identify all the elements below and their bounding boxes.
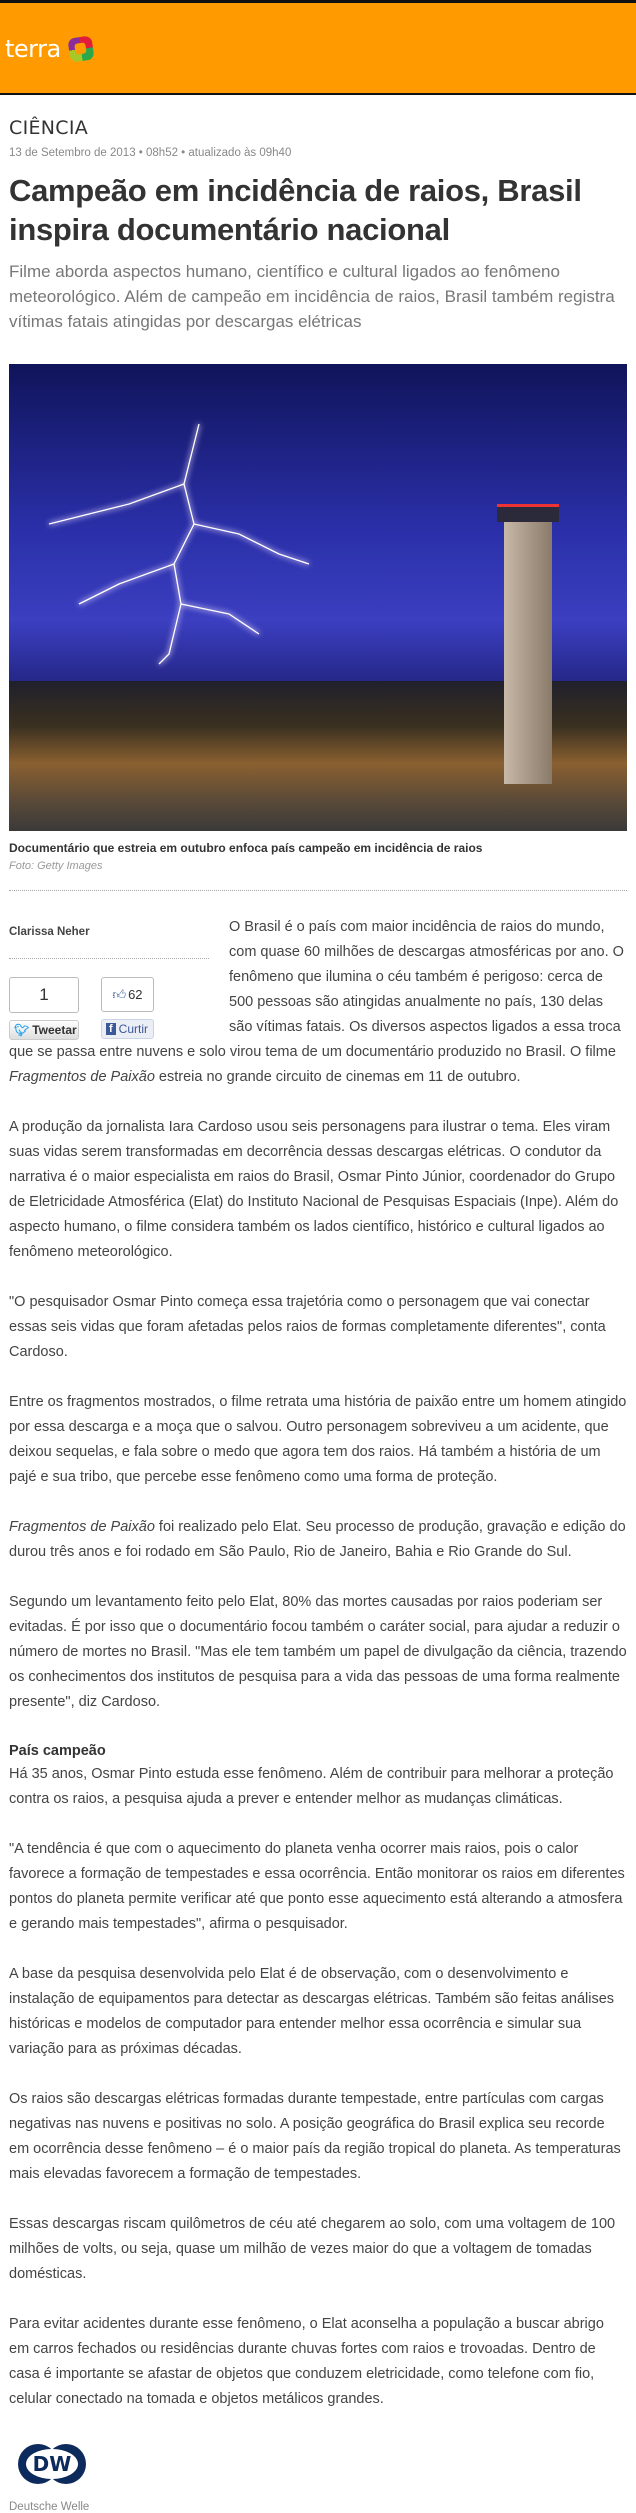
- paragraph: Segundo um levantamento feito pelo Elat, 80% das mortes causadas por raios poderiam ser evitadas. É por isso que o documentário focou também o caráter social, para ajudar a reduzir o número de mortes no Brasil. "Mas ele tem também um papel de divulgação da ciência, trazendo os conhecimentos dos institutos de pesquisa para a vida das pessoas de uma forma realmente presente", diz Cardoso.: [9, 1594, 627, 1710]
- source-name: Deutsche Welle: [9, 2501, 90, 2513]
- divider: [9, 958, 209, 959]
- site-header: [0, 0, 636, 95]
- paragraph: Os raios são descargas elétricas formadas durante tempestade, entre partículas com cargas negativas nas nuvens e positivas no solo. A posição geográfica do Brasil explica seu recorde em ocorrência desse fenômeno – é o maior país da região tropical do planeta. As temperaturas mais elevadas favorecem a formação de tempestades.: [9, 2091, 621, 2182]
- like-label: Curtir: [118, 1022, 149, 1036]
- like-button[interactable]: [101, 1019, 154, 1039]
- dw-logo[interactable]: [9, 2435, 95, 2493]
- publish-date: 13 de Setembro de 2013 • 08h52 • atualizado às 09h40: [9, 147, 292, 159]
- tower-cab: [497, 504, 559, 522]
- article-photo: [9, 364, 627, 831]
- article-sidebar: [9, 913, 209, 1040]
- article-body: [9, 913, 627, 2513]
- control-tower: [504, 514, 552, 784]
- page-title: Campeão em incidência de raios, Brasil inspira documentário nacional: [9, 173, 582, 247]
- twitter-icon: 🐦︎: [14, 1023, 30, 1037]
- svg-text:DW: DW: [32, 2452, 72, 2476]
- paragraph: "A tendência é que com o aquecimento do planeta venha ocorrer mais raios, pois o calor favorece a formação de tempestades e essa ocorrência. Então monitorar os raios em diferentes pontos do planeta permite verificar até que ponto esse aquecimento está alterando a atmosfera e gerando mais tempestades", afirma o pesquisador.: [9, 1841, 625, 1932]
- dw-logo-icon: [17, 2439, 87, 2489]
- author-name: Clarissa Neher: [9, 926, 90, 938]
- tweet-button[interactable]: [9, 1020, 79, 1040]
- photo-credit: Foto: Getty Images: [9, 860, 103, 872]
- paragraph: Para evitar acidentes durante esse fenômeno, o Elat aconselha a população a buscar abrigo em carros fechados ou residências durante chuvas fortes com raios e trovoadas. Dentro de casa é importante se afastar de objetos que conduzem eletricidade, como telefone com fio, celular conectado na tomada e objetos metálicos grandes.: [9, 2316, 604, 2407]
- paragraph: A base da pesquisa desenvolvida pelo Elat é de observação, com o desenvolvimento e instalação de equipamentos para detectar as descargas elétricas. Também são feitas análises históricas e modelos de computador para entender melhor essa ocorrência e simular sua variação para as próximas décadas.: [9, 1966, 615, 2057]
- paragraph: O Brasil é o país com maior incidência de raios do mundo, com quase 60 milhões de descargas atmosféricas por ano. O fenômeno que ilumina o céu também é perigoso: cerca de 500 pessoas são atingidas anualmente no país, 130 delas são vítimas fatais. Os diversos aspectos ligados a essa troca que se passa entre nuvens e solo virou tema de um documentário produzido no Brasil. O filme Fragmentos de Paixão estreia no grande circuito de cinemas em 11 de outubro.: [9, 919, 624, 1085]
- paragraph: Fragmentos de Paixão foi realizado pelo Elat. Seu processo de produção, gravação e edição do durou três anos e foi rodado em São Paulo, Rio de Janeiro, Bahia e Rio Grande do Sul.: [9, 1519, 626, 1560]
- tweet-label: Tweetar: [32, 1023, 77, 1037]
- like-count-value: 62: [128, 987, 143, 1002]
- logo-text: terra: [5, 35, 61, 63]
- paragraph: "O pesquisador Osmar Pinto começa essa trajetória como o personagem que vai conectar essas seis vidas que foram afetadas pelos raios de formas completamente diferentes", conta Cardoso.: [9, 1294, 606, 1360]
- facebook-icon: f: [106, 1023, 116, 1035]
- section-label[interactable]: CIÊNCIA: [9, 117, 89, 139]
- paragraph: A produção da jornalista Iara Cardoso usou seis personagens para ilustrar o tema. Eles viram suas vidas serem transformadas em decorrência dessas descargas elétricas. O condutor da narrativa é o maior especialista em raios do Brasil, Osmar Pinto Júnior, coordenador do Grupo de Eletricidade Atmosférica (Elat) do Instituto Nacional de Pesquisas Espaciais (Inpe). Além do aspecto humano, o filme considera também os lados científico, histórico e cultural ligados ao fenômeno meteorológico.: [9, 1119, 619, 1260]
- article: [0, 117, 636, 2513]
- photo-caption: Documentário que estreia em outubro enfoca país campeão em incidência de raios: [9, 841, 483, 855]
- article-subtitle: Filme aborda aspectos humano, científico e cultural ligados ao fenômeno meteorológico. Além de campeão em incidência de raios, Brasil também registra vítimas fatais atingidas por descargas elétricas: [9, 262, 615, 331]
- subheading: País campeão: [9, 1743, 106, 1759]
- paragraph: Essas descargas riscam quilômetros de céu até chegarem ao solo, com uma voltagem de 100 milhões de volts, ou seja, quase um milhão de vezes maior do que a voltagem de tomadas domésticas.: [9, 2216, 616, 2282]
- terra-logo-icon: [67, 35, 94, 62]
- like-count: [101, 977, 154, 1012]
- share-buttons: [9, 977, 209, 1040]
- thumbs-up-icon: 👍︎: [112, 986, 127, 1002]
- tweet-count: 1: [9, 977, 79, 1013]
- terra-logo[interactable]: [5, 35, 93, 63]
- paragraph: Entre os fragmentos mostrados, o filme retrata uma história de paixão entre um homem atingido por essa descarga e a moça que o salvou. Outro personagem sobreviveu a um acidente, que deixou sequelas, e fala sobre o medo que agora tem dos raios. Há também a história de um pajé e sua tribo, que percebe esse fenômeno como uma forma de proteção.: [9, 1394, 627, 1485]
- divider: [9, 890, 627, 891]
- paragraph: Há 35 anos, Osmar Pinto estuda esse fenômeno. Além de contribuir para melhorar a proteção contra os raios, a pesquisa ajuda a prever e entender melhor as mudanças climáticas.: [9, 1766, 614, 1807]
